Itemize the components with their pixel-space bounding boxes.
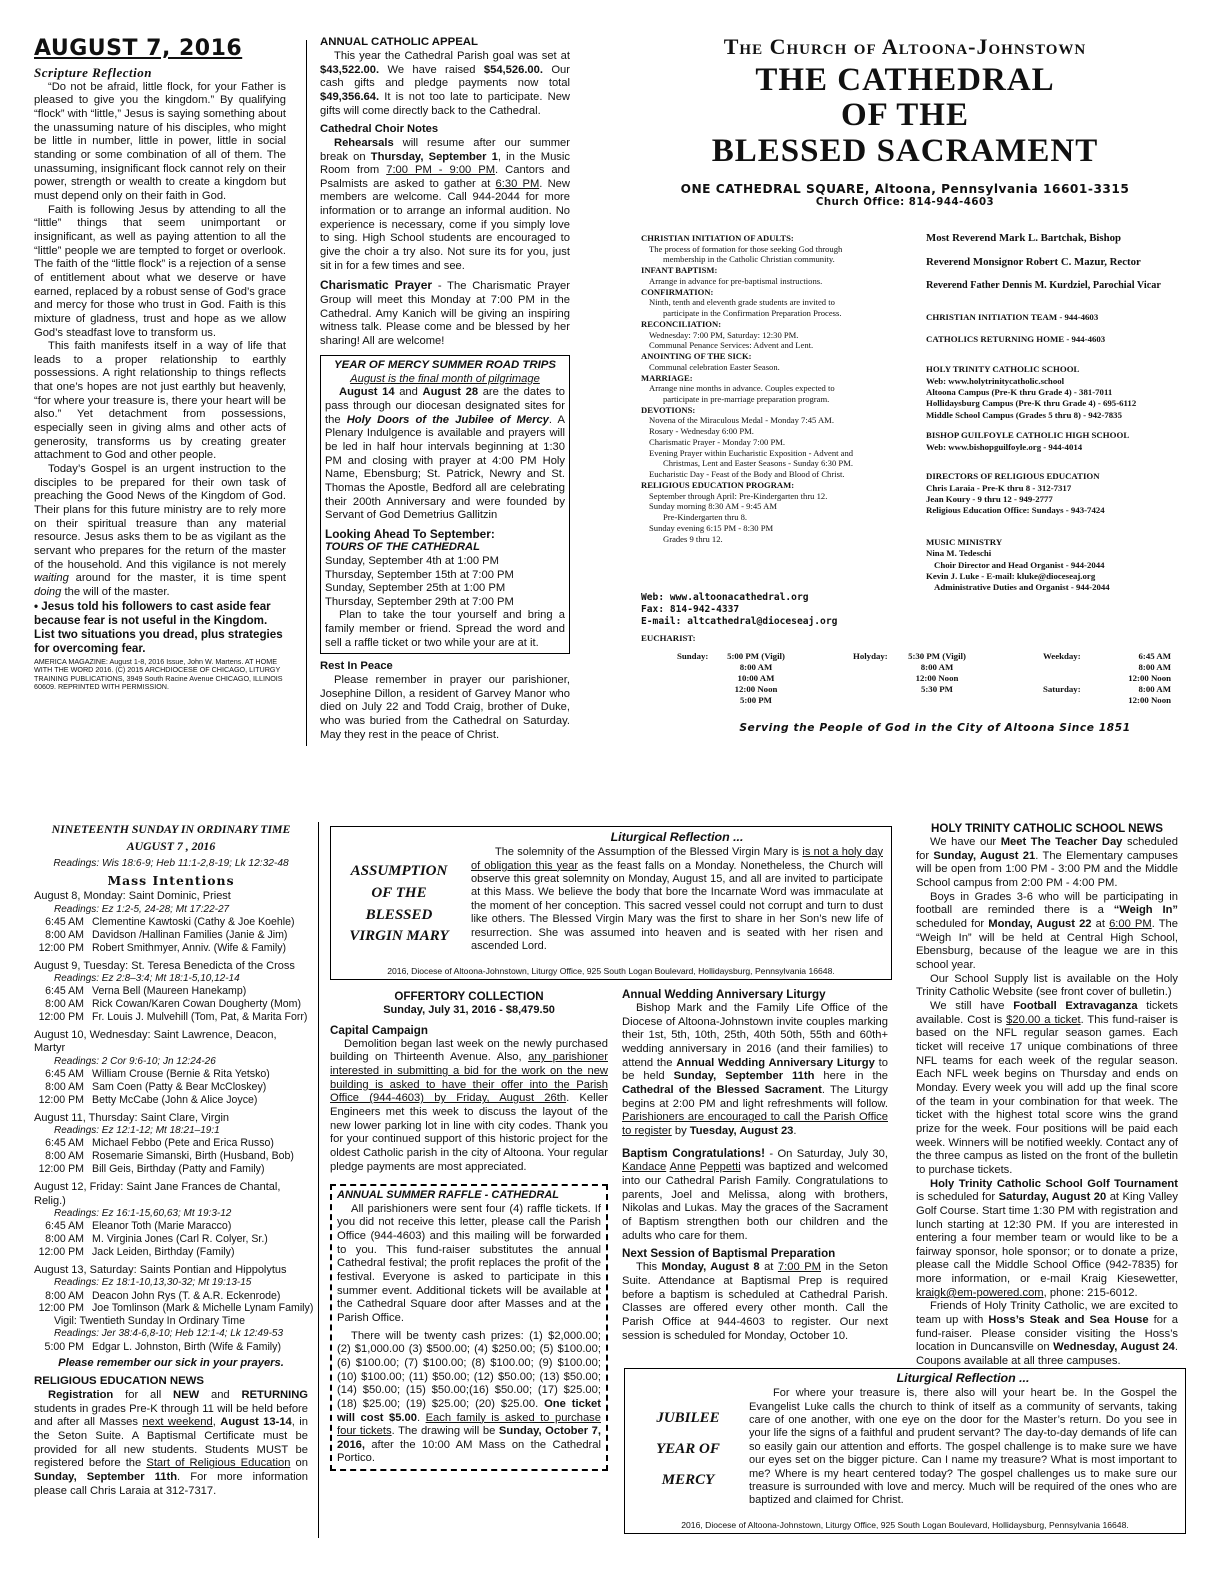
sick-note: Please remember our sick in your prayers.	[58, 1357, 284, 1370]
tour-date: Sunday, September 25th at 1:00 PM	[325, 582, 506, 595]
mass-time: 12:00 Noon	[1128, 694, 1171, 705]
clergy-line: Reverend Monsignor Robert C. Mazur, Rector	[926, 256, 1141, 269]
mass-intention-row	[34, 998, 308, 1011]
mass-intention-row	[34, 916, 308, 929]
info-line: Kevin J. Luke - E-mail: kluke@dioceseaj.org	[926, 571, 1096, 582]
info-line: participate in pre-marriage preparation program.	[663, 394, 830, 405]
music-heading: MUSIC MINISTRY	[926, 536, 1003, 547]
school-news-title: HOLY TRINITY CATHOLIC SCHOOL NEWS	[931, 822, 1163, 835]
info-heading: MARRIAGE:	[641, 372, 693, 383]
relig-ed-title: RELIGIOUS EDUCATION NEWS	[34, 1375, 205, 1388]
mass-intention-name: Betty McCabe (John & Alice Joyce)	[92, 1093, 258, 1106]
mass-intention-name: Eleanor Toth (Marie Maracco)	[92, 1220, 232, 1233]
intention-day-title: August 12, Friday: Saint Jane Frances de Chantal, Relig.)	[34, 1181, 281, 1207]
mass-intention-name: Fr. Louis J. Mulvehill (Tom, Pat, & Marita Forr)	[92, 1011, 308, 1024]
jubilee-text: For where your treasure is, there also will your heart be. In the Gospel the Evangelist Luke calls the church to think of itself as a community of servants, taking care of one another, with one eye on the door for the Master’s return. Do you see in your life the signs of a faithful and prudent servant? The day-to-day demands of life can so easily gain our attention and efforts. The gospel challenge is to make sure we have our eyes set on the bigger picture. Can I name my treasure? What is most important to me? Where is my heart centered today? The gospel challenges us to make sure our treasure is surrounded with love and mercy. Much will be required of the ones who are baptized and claimed for Christ.	[749, 1387, 1177, 1507]
mass-intention-name: Davidson /Hallinan Families (Janie & Jim)	[92, 928, 288, 941]
intention-readings: Readings: Ez 1:2-5, 24-28; Mt 17:22-27	[54, 903, 230, 915]
sunday-label: Sunday:	[677, 651, 709, 661]
mass-time: 5:00 PM	[739, 694, 772, 705]
mass-intention-row	[34, 1233, 308, 1246]
capital-title: Capital Campaign	[330, 1023, 428, 1037]
mass-intention-row	[34, 1081, 308, 1094]
mass-time: 6:45 AM	[45, 1220, 84, 1233]
intention-day	[34, 1112, 308, 1176]
mass-intention-row	[34, 942, 308, 955]
mass-intention-row	[34, 929, 308, 942]
raffle-box	[330, 1184, 608, 1471]
mass-time: 8:00 AM	[45, 928, 84, 941]
mass-intention-row	[34, 1246, 308, 1259]
sacraments-info	[641, 233, 911, 544]
church-name: The Church of Altoona-Johnstown	[723, 34, 1087, 59]
appeal-text: This year the Cathedral Parish goal was set at $43,522.00. We have raised $54,526.00. Our cash gifts and pledge payments now total $49,356.64. It is not too late to participate. New gifts will come directly back to the Cathedral.	[320, 49, 570, 117]
mass-intention-row	[34, 1302, 314, 1315]
cathedral-title-line: THE CATHEDRAL	[755, 61, 1055, 98]
anniversary-column	[622, 988, 888, 1343]
info-heading: RECONCILIATION:	[641, 318, 722, 329]
info-line: Choir Director and Head Organist - 944-2044	[934, 559, 1105, 570]
weekday-label: Weekday:	[1043, 651, 1081, 661]
holyday-label: Holyday:	[853, 651, 888, 661]
info-heading: CONFIRMATION:	[641, 286, 714, 297]
info-line: Novena of the Miraculous Medal - Monday 7:45 AM.	[649, 415, 834, 426]
info-line: Rosary - Wednesday 6:00 PM.	[649, 426, 754, 437]
scripture-paragraph: Today’s Gospel is an urgent instruction to the disciples to be prepared for their own task of preaching the Good News of the Kingdom of God. Their plans for this future ministry are to rely more on their spiritual treasure than any material resource. Jesus asks them to be as vigilant as the servant who prepares for the return of the master of the household. And this vigilance is not merely waiting around for the master, it is time spent doing the will of the master.	[34, 463, 286, 598]
intentions-list	[34, 890, 314, 1353]
info-heading: INFANT BAPTISM:	[641, 265, 718, 276]
contact-info	[641, 592, 921, 628]
reflection-title: Liturgical Reflection ...	[896, 1371, 1030, 1385]
date-header: AUGUST 7, 2016	[34, 36, 243, 61]
side-title-line: YEAR OF	[656, 1440, 720, 1457]
team-line: CATHOLICS RETURNING HOME - 944-4603	[926, 333, 1106, 344]
directors-heading: DIRECTORS OF RELIGIOUS EDUCATION	[926, 471, 1100, 482]
sunday-date: AUGUST 7 , 2016	[126, 839, 216, 854]
assumption-credit: 2016, Diocese of Altoona-Johnstown, Liturgy Office, 925 South Logan Boulevard, Hollidaysburg, Pennsylvania 16648.	[387, 965, 835, 976]
intention-day	[34, 960, 308, 1024]
mass-time: 8:00 AM	[920, 661, 954, 672]
anniversary-text: Bishop Mark and the Family Life Office of the Diocese of Altoona-Johnstown invite couples marking their 1st, 5th, 10th, 25th, 40th 50th, 55th and 60th+ wedding anniversary in 2016 (and their families) to attend the Annual Wedding Anniversary Liturgy to be held Sunday, September 11th here in the Cathedral of the Blessed Sacrament. The Liturgy begins at 2:00 PM and light refreshments will follow. Parishioners are encouraged to call the Parish Office to register by Tuesday, August 23.	[622, 1002, 889, 1138]
side-title-line: JUBILEE	[656, 1410, 720, 1426]
mass-intention-row	[34, 1220, 308, 1233]
mass-intention-row	[34, 1137, 308, 1150]
capital-text: Demolition began last week on the newly purchased building on Thirteenth Avenue. Also, any parishioner interested in submitting a bid for the work on the new building is asked to have their offer into the Parish Office (944-4603) by Friday, August 26th. Keller Engineers met this week to discuss the layout of the new lower parking lot in line with city codes. Thank you for your continued support of this historic project for the oldest Catholic parish in the city of Altoona. Your regular pledge payments are most appreciated.	[330, 1037, 609, 1173]
intention-day	[34, 1029, 308, 1107]
web-link[interactable]: Web: www.altoonacathedral.org	[641, 592, 809, 603]
tours-subtitle: TOURS OF THE CATHEDRAL	[325, 541, 480, 554]
fax-number: Fax: 814-942-4337	[641, 603, 740, 615]
info-line: Sunday morning 8:30 AM - 9:45 AM	[649, 501, 777, 512]
intention-day-title: August 8, Monday: Saint Dominic, Priest	[34, 890, 231, 903]
highschool-heading: BISHOP GUILFOYLE CATHOLIC HIGH SCHOOL	[926, 430, 1130, 441]
info-line: Web: www.bishopguilfoyle.org - 944-4014	[926, 441, 1083, 452]
mass-time: 12:00 PM	[38, 1163, 84, 1176]
info-line: Communal celebration Easter Season.	[649, 361, 780, 372]
intention-readings: Readings: Ez 12:1-12; Mt 18:21–19:1	[54, 1125, 220, 1137]
info-line: Jean Koury - 9 thru 12 - 949-2777	[926, 493, 1053, 504]
mass-intention-row	[34, 1094, 308, 1107]
relig-ed-text: Registration for all NEW and RETURNING students in grades Pre-K through 11 will be held before and after all Masses next weekend, August 13-14, in the Seton Suite. A Baptismal Certificate must be provided for all new students. Students MUST be registered before the Start of Religious Education on Sunday, September 11th. For more information please call Chris Laraia at 312-7317.	[34, 1388, 308, 1497]
raffle-prizes: There will be twenty cash prizes: (1) $2,000.00; (2) $1,000.00 (3) $500.00; (4) $250.00; (5) $100.00; (6) $100.00; (7) $100.00; (8) $100.00; (9) $100.00; (10) $100.00; (11) $50.00; (12) $50.00; (13) $50.00; (14) $50.00; (15) $50.00;(16) $50.00; (17) $25.00; (18) $25.00; (19) $25.00; (20) $25.00. One ticket will cost $5.00. Each family is asked to purchase four tickets. The drawing will be Sunday, October 7, 2016, after the 10:00 AM Mass on the Cathedral Portico.	[337, 1329, 602, 1465]
jubilee-side-title	[633, 1403, 743, 1495]
info-line: Communal Penance Services: Advent and Lent.	[649, 340, 814, 351]
intention-day-title: August 11, Thursday: Saint Clare, Virgin	[34, 1111, 230, 1124]
info-line: September through April: Pre-Kindergarten thru 12.	[649, 490, 828, 501]
mass-time: 8:00 AM	[45, 1150, 84, 1163]
info-heading: DEVOTIONS:	[641, 404, 696, 415]
info-heading: RELIGIOUS EDUCATION PROGRAM:	[641, 479, 795, 490]
offertory-column	[330, 990, 608, 1471]
mass-time: 5:00 PM	[44, 1340, 84, 1353]
choir-text: Rehearsals will resume after our summer break on Thursday, September 1, in the Music Room from 7:00 PM - 9:00 PM. Cantors and Psalmists are asked to gather at 6:30 PM. New members are welcome. Call 944-2044 for more information or to arrange an informal audition. No experience is necessary, come if you simply love to sing. High School students are encouraged to give the choir a try also. Not sure its for you, just sit in for a few times and see.	[320, 136, 570, 272]
side-title-line: MERCY	[661, 1471, 715, 1488]
mass-time: 10:00 AM	[737, 672, 775, 683]
intention-readings: Readings: Ez 16:1-15,60,63; Mt 19:3-12	[54, 1208, 232, 1219]
info-line: Religious Education Office: Sundays - 943-7424	[926, 505, 1105, 516]
info-heading: CHRISTIAN INITIATION OF ADULTS:	[641, 233, 794, 243]
mass-time: 8:00 AM	[45, 998, 84, 1011]
mercy-trips-title: YEAR OF MERCY SUMMER ROAD TRIPS	[334, 358, 556, 371]
info-line: Altoona Campus (Pre-K thru Grade 4) - 381-7011	[926, 387, 1113, 397]
info-line: Hollidaysburg Campus (Pre-K thru Grade 4) - 695-6112	[926, 398, 1137, 409]
mass-intention-row	[34, 1011, 308, 1024]
mass-time: 12:00 PM	[38, 1093, 84, 1106]
scripture-paragraph: “Do not be afraid, little flock, for your Father is pleased to give you the kingdom.” By qualifying “flock” with “little,” Jesus is saying something about the unassuming nature of his disciples, who might be little in number, little in power, little in social standing or some combination of all of them. The unassuming, insignificant flock cannot rely on their power, strength or wealth to create a kingdom but must depend only on their faith in God.	[34, 80, 286, 202]
eucharist-schedule	[641, 633, 1171, 705]
info-line: Pre-Kindergarten thru 8.	[663, 512, 748, 523]
column-divider	[306, 40, 307, 746]
mass-time: 5:00 PM (Vigil)	[727, 651, 785, 661]
tour-date: Sunday, September 4th at 1:00 PM	[325, 554, 499, 567]
info-line: Nina M. Tedeschi	[926, 548, 992, 559]
mass-time: 8:00 AM	[1138, 661, 1171, 672]
info-line: Eucharistic Day - Feast of the Body and Blood of Christ.	[649, 469, 845, 480]
cathedral-title-line: BLESSED SACRAMENT	[711, 133, 1099, 170]
anniversary-title: Annual Wedding Anniversary Liturgy	[622, 988, 826, 1001]
choir-title: Cathedral Choir Notes	[320, 123, 439, 136]
column-divider	[318, 822, 319, 1538]
mass-time: 6:45 AM	[45, 1137, 84, 1150]
info-line: Sunday evening 6:15 PM - 8:30 PM	[649, 522, 774, 533]
mass-time: 5:30 PM (Vigil)	[908, 651, 966, 661]
tour-date: Thursday, September 29th at 7:00 PM	[325, 595, 514, 608]
mercy-trips-box	[320, 355, 570, 655]
intention-readings: Readings: 2 Cor 9:6-10; Jn 12:24-26	[54, 1055, 216, 1067]
jubilee-box	[624, 1368, 1186, 1534]
mass-intention-row	[34, 1068, 308, 1081]
mass-time: 12:00 PM	[38, 941, 84, 954]
clergy-line: Reverend Father Dennis M. Kurdziel, Parochial Vicar	[926, 280, 1161, 292]
mass-intentions-column	[34, 822, 314, 1498]
appeal-title: ANNUAL CATHOLIC APPEAL	[320, 36, 478, 48]
mass-time: 12:00 PM	[38, 1302, 84, 1315]
cathedral-title-line: OF THE	[841, 97, 969, 134]
intention-readings: Readings: Jer 38:4-6,8-10; Heb 12:1-4; Lk 12:49-53	[54, 1328, 284, 1340]
mass-intention-name: Bill Geis, Birthday (Patty and Family)	[92, 1163, 265, 1176]
rip-text: Please remember in prayer our parishioner, Josephine Dillon, a resident of Garvey Manor who died on July 22 and Todd Craig, brother of Duke, who was buried from the Cathedral on Saturday. May they rest in the peace of Christ.	[320, 674, 570, 741]
scripture-credit: AMERICA MAGAZINE: August 1-8, 2016 Issue, John W. Martens. AT HOME WITH THE WORD 2016. (C) 2015 ARCHDIOCESE OF CHICAGO, LITURGY TRAINING PUBLICATIONS, 3949 South Racine Avenue CHICAGO, ILLINOIS 60609. REPRINTED WITH PERMISSION.	[34, 657, 283, 692]
mass-intention-name: Verna Bell (Maureen Hanekamp)	[92, 985, 247, 998]
mass-time: 12:00 PM	[38, 1246, 84, 1259]
mass-intention-name: Edgar L. Johnston, Birth (Wife & Family)	[92, 1340, 281, 1353]
mass-intention-row	[34, 985, 308, 998]
email-link[interactable]: E-mail: altcathedral@dioceseaj.org	[641, 615, 838, 627]
mass-intention-name: Rick Cowan/Karen Cowan Dougherty (Mom)	[92, 998, 302, 1011]
school-news-column	[916, 822, 1178, 1369]
side-title-line: OF THE	[371, 884, 427, 901]
school-news-paragraph: We have our Meet The Teacher Day scheduled for Sunday, August 21. The Elementary campuses will be open from 1:00 PM - 3:00 PM and the Middle School campus from 2:00 PM - 4:00 PM.	[916, 836, 1178, 890]
info-line: Administrative Duties and Organist - 944-2044	[934, 582, 1110, 593]
assumption-box	[330, 826, 892, 980]
masthead	[620, 34, 1190, 209]
mass-intention-name: M. Virginia Jones (Carl R. Colyer, Sr.)	[92, 1233, 268, 1246]
info-line: membership in the Catholic Christian community.	[663, 254, 835, 265]
reflection-question: • Jesus told his followers to cast aside fear because fear is not useful in the Kingdom. List two situations you dread, plus strategies for overcoming fear.	[34, 599, 283, 656]
baptism-text: Baptism Congratulations! - On Saturday, July 30, Kandace Anne Peppetti was baptized and welcomed into our Cathedral Parish Family. Congratulations to parents, Joel and Melissa, along with brothers, Nikolas and Lukas. May the graces of the Sacrament of Baptism strengthen both our children and the adults who care for them.	[622, 1146, 888, 1242]
mass-intention-row	[34, 1341, 308, 1354]
mass-time: 6:45 AM	[45, 985, 84, 998]
assumption-side-title	[339, 861, 459, 948]
tours-title: Looking Ahead To September:	[325, 526, 495, 541]
school-news-paragraph: Friends of Holy Trinity Catholic, we are excited to team up with Hoss’s Steak and Sea House for a fund-raiser. Please consider visiting the Hoss’s location in Duncansville on Wednesday, August 24. Coupons available at all three campuses.	[916, 1300, 1178, 1368]
mass-time: 8:00 AM	[45, 1233, 84, 1246]
mass-time: 12:00 PM	[38, 1011, 84, 1024]
info-line: Christmas, Lent and Easter Seasons - Sunday 6:30 PM.	[663, 458, 853, 469]
mass-time: 8:00 AM	[739, 661, 773, 672]
info-line: The process of formation for those seeking God through	[649, 243, 843, 254]
tagline: Serving the People of God in the City of Altoona Since 1851	[739, 722, 1131, 734]
mass-intention-name: William Crouse (Bernie & Rita Yetsko)	[92, 1068, 270, 1081]
mass-intention-row	[34, 1163, 308, 1176]
info-line: Ninth, tenth and eleventh grade students are invited to	[649, 297, 835, 308]
jubilee-credit: 2016, Diocese of Altoona-Johnstown, Liturgy Office, 925 South Logan Boulevard, Hollidaysburg, Pennsylvania 16648.	[681, 1519, 1129, 1530]
mass-time: 6:45 AM	[1138, 651, 1171, 661]
cathedral-title	[620, 63, 1190, 170]
cathedral-address: ONE CATHEDRAL SQUARE, Altoona, Pennsylvania 16601-3315	[680, 181, 1130, 196]
info-line: Web: www.holytrinitycatholic.school	[926, 375, 1065, 386]
info-line: Wednesday: 7:00 PM, Saturday: 12:30 PM.	[649, 329, 799, 340]
mass-intention-row	[34, 1150, 308, 1163]
info-line: Grades 9 thru 12.	[663, 533, 723, 544]
mass-intention-name: Jack Leiden, Birthday (Family)	[92, 1246, 235, 1259]
info-heading: ANOINTING OF THE SICK:	[641, 351, 752, 362]
intentions-title: Mass Intentions	[107, 873, 235, 889]
mass-time: 8:00 AM	[1138, 684, 1171, 694]
mass-intention-name: Joe Tomlinson (Mark & Michelle Lynam Family)	[92, 1302, 314, 1315]
assumption-text: The solemnity of the Assumption of the Blessed Virgin Mary is is not a holy day of obligation this year as the feast falls on a Monday. Nonetheless, the Church will observe this great solemnity on Monday, August 15, and all are invited to participate at this Mass. We believe the body that bore the Incarnate Word was immaculate at the moment of her conception. This sacred vessel could not corrupt and turn to dust like others. The Blessed Virgin Mary was the first to share in her Son’s new life of resurrection. She was assumed into heaven and is seated with her risen and ascended Lord.	[471, 846, 883, 952]
raffle-title: ANNUAL SUMMER RAFFLE - CATHEDRAL	[337, 1189, 560, 1202]
intention-day	[34, 890, 308, 954]
mercy-trips-subtitle: August is the final month of pilgrimage	[350, 372, 540, 385]
baptism-prep-text: This Monday, August 8 at 7:00 PM in the Seton Suite. Attendance at Baptismal Prep is required before a baptism is scheduled at Cathedral Parish. Classes are offered every other month. Call the Parish Office at 944-4603 to register. Our next session is scheduled for Monday, October 10.	[622, 1261, 889, 1342]
news-column	[320, 36, 570, 742]
clergy-line: Most Reverend Mark L. Bartchak, Bishop	[926, 232, 1122, 244]
team-line: CHRISTIAN INITIATION TEAM - 944-4603	[926, 312, 1099, 323]
email-link[interactable]: kraigk@em-powered.com	[916, 1286, 1044, 1299]
mass-time: 8:00 AM	[45, 1080, 84, 1093]
mass-intention-name: Rosemarie Simanski, Birth (Husband, Bob)	[92, 1150, 294, 1163]
intention-day-title: August 9, Tuesday: St. Teresa Benedicta of the Cross	[34, 959, 295, 972]
school-heading: HOLY TRINITY CATHOLIC SCHOOL	[926, 364, 1080, 375]
sunday-readings: Readings: Wis 18:6-9; Heb 11:1-2,8-19; Lk 12:32-48	[53, 857, 289, 869]
raffle-text: All parishioners were sent four (4) raffle tickets. If you did not receive this letter, please call the Parish Office (944-4603) and this mailing will be forwarded to you. This fund-raiser substitutes the annual Cathedral festival; the profit replaces the profit of the festival. Everyone is asked to participate in this summer event. Additional tickets will be available at the Cathedral Square door after Masses and at the Parish Office.	[337, 1202, 601, 1324]
rip-title: Rest In Peace	[320, 660, 393, 673]
mass-intention-name: Sam Coen (Patty & Bear McCloskey)	[92, 1080, 267, 1093]
tours-text: Plan to take the tour yourself and bring a family member or friend. Spread the word and sell a raffle ticket or two while your are at it.	[325, 609, 565, 649]
info-line: Middle School Campus (Grades 5 thru 8) - 942-7835	[926, 409, 1122, 420]
mass-intention-name: Robert Smithmyer, Anniv. (Wife & Family)	[92, 941, 287, 954]
scripture-column	[34, 36, 286, 691]
intention-day	[34, 1181, 308, 1259]
staff-info	[926, 231, 1196, 594]
tour-date: Thursday, September 15th at 7:00 PM	[325, 568, 514, 581]
mass-time: 12:00 Noon	[734, 683, 778, 694]
reflection-title: Liturgical Reflection ...	[610, 830, 744, 844]
info-line: Charismatic Prayer - Monday 7:00 PM.	[649, 436, 786, 447]
school-news-paragraph: Our School Supply list is available on the Holy Trinity Catholic Website (see front cover of bulletin.)	[916, 972, 1178, 999]
school-news-paragraph: Holy Trinity Catholic School Golf Tournament is scheduled for Saturday, August 20 at King Valley Golf Course. Start time 1:30 PM with registration and lunch starting at 12:30 PM. If you are interested in entering a four member team or would like to be a fairway sponsor, hole sponsor; or to donate a prize, please call the Middle School Office (942-7835) for more information, or e-mail Kraig Kiesewetter, kraigk@em-powered.com, phone: 215-6012.	[916, 1177, 1178, 1299]
intention-day-title: August 13, Saturday: Saints Pontian and Hippolytus	[34, 1263, 287, 1276]
mass-intention-name: Clementine Kawtoski (Cathy & Joe Koehle)	[92, 915, 295, 928]
intention-day-title: August 10, Wednesday: Saint Lawrence, Deacon, Martyr	[34, 1029, 277, 1055]
mass-intention-name: Deacon John Rys (T. & A.R. Eckenrode)	[92, 1289, 281, 1302]
mass-time: 12:00 Noon	[915, 672, 959, 683]
vigil-title: Vigil: Twentieth Sunday In Ordinary Time	[54, 1315, 245, 1328]
info-line: participate in the Confirmation Preparation Process.	[663, 308, 842, 319]
eucharist-heading: EUCHARIST:	[641, 633, 696, 643]
side-title-line: ASSUMPTION	[350, 863, 448, 879]
mercy-trips-text: August 14 and August 28 are the dates to pass through our diocesan designated sites for the Holy Doors of the Jubilee of Mercy. A Plenary Indulgence is available and prayers will be led in half hour intervals beginning at 1:30 PM and closing with prayer at 4:00 PM Holy Name, Ebensburg; St. Patrick, Newry and St. Thomas the Apostle, Bedford all are celebrating their 200th Anniversary and were founded by Servant of God Demetrius Gallitzin	[325, 386, 565, 522]
school-news-paragraph: Boys in Grades 3-6 who will be participating in football are reminded there is a “Weigh In” scheduled for Monday, August 22 at 6:00 PM. The “Weigh In” will be held at Central High School, Ebensburg, because of the league we are in this school year.	[916, 890, 1179, 972]
baptism-prep-title: Next Session of Baptismal Preparation	[622, 1247, 836, 1261]
side-title-line: VIRGIN MARY	[349, 928, 449, 945]
intention-day	[34, 1263, 314, 1353]
scripture-paragraph: This faith manifests itself in a way of life that leads to a proper relationship to earthly possessions. A right relationship to things reflects that one’s hopes are not just earthly but heavenly, “for where your treasure is, there your heart will be also.” Yet detachment from possessions, especially seen in giving alms and other acts of generosity, transforms us by creating greater attachment to God and other people.	[34, 340, 286, 462]
info-line: Evening Prayer within Eucharistic Exposition - Advent and	[649, 447, 854, 458]
mass-time: 5:30 PM	[920, 683, 953, 694]
mass-intention-name: Michael Febbo (Pete and Erica Russo)	[92, 1137, 274, 1150]
scripture-paragraph: Faith is following Jesus by attending to all the “little” things that seem unimportant or insignificant, as well as paying attention to all the “little” people we are tempted to forget or overlook. The faith of the “little flock” is a rejection of a sense of entitlement about what we deserve or have earned, replaced by a robust sense of God’s grace and mercy for those who trust in God. Faith is this mixture of gladness, trust and hope as we allow God’s steadfast love to transform us.	[34, 203, 286, 339]
mass-intention-row	[34, 1290, 308, 1303]
charismatic-text: Charismatic Prayer - The Charismatic Prayer Group will meet this Monday at 7:00 PM in the Cathedral. Amy Kanich will be giving an inspiring witness talk. Please come and be blessed by her sharing! All are welcome!	[320, 278, 570, 348]
info-line: Arrange in advance for pre-baptismal instructions.	[649, 275, 823, 286]
school-news-paragraph: We still have Football Extravaganza tickets available. Cost is $20.00 a ticket. This fund-raiser is based on the NFL regular season games. Each ticket will receive 17 unique combinations of three NFL teams for each week of the regular season. Each NFL week begins on Thursday and ends on Monday. Every week you will add up the final score of the team in your combination for that week. The ticket with the highest total score wins the grand prize for the week. Four positions will be paid each week. Winners will be notified weekly. Contact any of the three campus as listed on the front of the bulletin to purchase tickets.	[916, 1000, 1178, 1176]
mass-time: 8:00 AM	[45, 1289, 84, 1302]
info-line: Arrange nine months in advance. Couples expected to	[649, 383, 835, 394]
info-line: Chris Laraia - Pre-K thru 8 - 312-7317	[926, 482, 1072, 493]
side-title-line: BLESSED	[365, 906, 433, 923]
mass-time: 6:45 AM	[45, 915, 84, 928]
sunday-title: NINETEENTH SUNDAY IN ORDINARY TIME	[51, 822, 291, 836]
intention-readings: Readings: Ez 2:8–3:4; Mt 18:1-5,10,12-14	[54, 973, 240, 985]
church-office-phone: Church Office: 814-944-4603	[815, 196, 995, 208]
offertory-title: OFFERTORY COLLECTION	[394, 990, 544, 1003]
saturday-label: Saturday:	[1043, 684, 1081, 694]
intention-readings: Readings: Ez 18:1-10,13,30-32; Mt 19:13-15	[54, 1277, 252, 1289]
scripture-title: Scripture Reflection	[34, 64, 152, 80]
mass-time: 6:45 AM	[45, 1068, 84, 1081]
mass-time: 12:00 Noon	[1128, 672, 1171, 683]
offertory-amount: Sunday, July 31, 2016 - $8,479.50	[383, 1004, 555, 1017]
